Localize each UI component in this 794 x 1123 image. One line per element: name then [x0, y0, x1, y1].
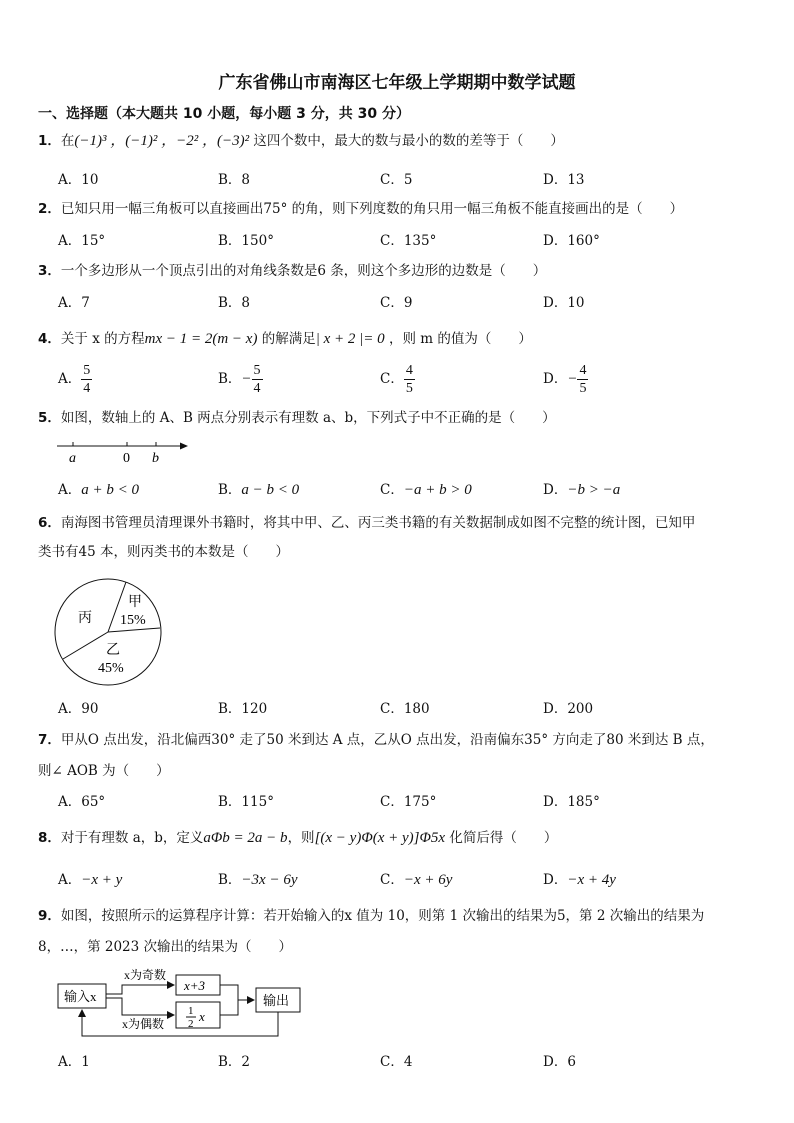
axis-arrow	[180, 443, 188, 450]
output-label: 输出	[263, 993, 290, 1008]
option-d: D．160°	[543, 233, 600, 249]
option-label: B．	[218, 872, 242, 888]
arrow-loop-back	[82, 1010, 278, 1036]
option-d: D．200	[543, 701, 594, 717]
option-a: A．7	[58, 295, 90, 311]
option-c: C．175°	[380, 794, 437, 810]
option-label: B．	[218, 482, 242, 498]
option-c: C．4	[380, 1054, 413, 1070]
option-label: B．	[218, 371, 242, 387]
half-box	[176, 1002, 220, 1028]
denominator: 5	[579, 381, 587, 396]
option-label: A．	[58, 371, 82, 387]
option-d: D．13	[543, 172, 585, 188]
half-variable: x	[199, 1009, 205, 1024]
option-expression: −b > −a	[567, 482, 621, 498]
question-text: ，则	[287, 830, 315, 846]
option-label: D．	[543, 371, 568, 387]
option-b	[218, 480, 299, 500]
label-b: b	[152, 451, 159, 466]
pie-divider-3	[63, 632, 108, 659]
question-5	[38, 408, 556, 428]
math-expression: mx − 1 = 2(m − x)	[144, 331, 258, 347]
option-d	[543, 870, 616, 890]
option-c: C．135°	[380, 233, 437, 249]
option-expression: −x + 4y	[567, 872, 616, 888]
option-d: D．10	[543, 295, 585, 311]
fraction	[404, 362, 415, 397]
option-c: C．9	[380, 295, 413, 311]
question-text: 对于有理数 a，b，定义	[60, 830, 204, 846]
option-c	[380, 362, 415, 397]
question-text: 的解满足	[261, 331, 316, 347]
even-label: x为偶数	[122, 1017, 165, 1031]
number-line	[55, 436, 195, 466]
option-d	[543, 480, 620, 500]
option-d: D．6	[543, 1054, 576, 1070]
question-4	[38, 329, 532, 349]
option-b	[218, 870, 297, 890]
fraction	[252, 362, 263, 397]
option-label: A．	[58, 872, 82, 888]
slice-label-yi: 乙	[106, 643, 120, 658]
option-b: B．8	[218, 295, 251, 311]
option-sign: −	[567, 371, 578, 387]
question-text: 这四个数中，最大的数与最小的数的差等于（ ）	[253, 133, 564, 149]
option-c	[380, 480, 472, 500]
question-3	[38, 261, 546, 281]
option-label: A．	[58, 482, 82, 498]
question-text: ，则 m 的值为（ ）	[388, 331, 532, 347]
question-number: 6．	[38, 515, 61, 531]
question-7-line-2: 则∠ AOB 为（ ）	[38, 763, 170, 779]
slice-label-jia: 甲	[128, 595, 142, 610]
question-text: 关于 x 的方程	[60, 331, 145, 347]
question-8	[38, 828, 557, 848]
option-a: A．1	[58, 1054, 90, 1070]
label-a: a	[69, 451, 76, 466]
option-expression: a + b < 0	[81, 482, 139, 498]
question-text: 化简后得（ ）	[449, 830, 558, 846]
option-label: C．	[380, 482, 404, 498]
option-a: A．15°	[58, 233, 106, 249]
question-9	[38, 906, 704, 926]
option-label: C．	[380, 872, 404, 888]
page-title: 广东省佛山市南海区七年级上学期期中数学试题	[218, 73, 576, 93]
question-9-line-2: 8，…，第 2023 次输出的结果为（ ）	[38, 939, 293, 955]
fraction	[81, 362, 92, 397]
denominator: 4	[253, 381, 261, 396]
option-expression: −x + y	[81, 872, 123, 888]
half-numerator: 1	[188, 1005, 194, 1017]
odd-label: x为奇数	[124, 968, 167, 982]
arrow-plus3-out	[220, 985, 254, 1000]
option-c: C．5	[380, 172, 413, 188]
question-number: 7．	[38, 732, 61, 748]
question-6	[38, 513, 695, 533]
question-number: 2．	[38, 201, 61, 217]
question-number: 3．	[38, 263, 61, 279]
arrow-half-out	[220, 1000, 238, 1015]
slice-pct-jia: 15%	[120, 613, 146, 628]
option-label: D．	[543, 482, 568, 498]
numerator: 4	[579, 363, 587, 378]
option-a: A．65°	[58, 794, 106, 810]
option-expression: −x + 6y	[403, 872, 453, 888]
question-number: 1．	[38, 133, 61, 149]
plus3-label: x+3	[184, 978, 206, 993]
math-expression: (−1)³ ，(−1)² ，−2² ，(−3)²	[74, 133, 250, 149]
option-a: A．90	[58, 701, 99, 717]
section-heading: 一、选择题（本大题共 10 小题，每小题 3 分，共 30 分）	[38, 106, 410, 122]
option-a	[58, 870, 122, 890]
question-number: 4．	[38, 331, 61, 347]
question-6-line-2: 类书有45 本，则丙类书的本数是（ ）	[38, 544, 289, 560]
label-zero: 0	[123, 451, 130, 466]
question-number: 8．	[38, 830, 61, 846]
question-number: 9．	[38, 908, 61, 924]
option-a	[58, 362, 92, 397]
question-text: 甲从O 点出发，沿北偏西30° 走了50 米到达 A 点，乙从O 点出发，沿南偏东35° 方向走了80 米到达 B 点，	[60, 732, 714, 748]
option-b: B．115°	[218, 794, 274, 810]
question-text: 已知只用一幅三角板可以直接画出75° 的角，则下列度数的角只用一幅三角板不能直接画出的是（ ）	[60, 201, 684, 217]
option-d	[543, 362, 588, 397]
math-expression: [(x − y)Φ(x + y)]Φ5x	[314, 830, 446, 846]
slice-label-bing: 丙	[78, 611, 92, 626]
question-number: 5．	[38, 410, 61, 426]
question-text: 如图，数轴上的 A、B 两点分别表示有理数 a、b，下列式子中不正确的是（ ）	[60, 410, 556, 426]
math-expression: aΦb = 2a − b	[203, 830, 288, 846]
option-label: C．	[380, 371, 404, 387]
denominator: 4	[83, 381, 91, 396]
flowchart	[52, 964, 312, 1044]
question-text: 如图，按照所示的运算程序计算：若开始输入的x 值为 10，则第 1 次输出的结果为5，第 2 次输出的结果为	[60, 908, 705, 924]
option-b: B．2	[218, 1054, 251, 1070]
question-2	[38, 199, 683, 219]
option-a: A．10	[58, 172, 99, 188]
slice-pct-yi: 45%	[98, 661, 124, 676]
option-expression: a − b < 0	[241, 482, 300, 498]
arrow-odd	[106, 985, 174, 994]
pie-chart	[52, 576, 164, 688]
option-expression: −3x − 6y	[241, 872, 298, 888]
fraction	[577, 362, 588, 397]
question-7	[38, 730, 714, 750]
numerator: 5	[83, 363, 91, 378]
question-text: 南海图书管理员清理课外书籍时，将其中甲、乙、丙三类书籍的有关数据制成如图不完整的统计图，已知甲	[60, 515, 696, 531]
question-text: 一个多边形从一个顶点引出的对角线条数是6 条，则这个多边形的边数是（ ）	[60, 263, 547, 279]
option-sign: −	[241, 371, 252, 387]
option-label: D．	[543, 872, 568, 888]
option-expression: −a + b > 0	[403, 482, 472, 498]
numerator: 4	[405, 363, 413, 378]
option-d: D．185°	[543, 794, 600, 810]
option-b: B．150°	[218, 233, 274, 249]
question-1	[38, 131, 564, 151]
math-expression: | x + 2 |= 0	[315, 331, 385, 347]
numerator: 5	[253, 363, 261, 378]
arrow-even	[106, 998, 174, 1015]
half-denominator: 2	[188, 1018, 194, 1030]
option-b	[218, 362, 263, 397]
option-a	[58, 480, 139, 500]
question-text: 在	[60, 133, 75, 149]
option-b: B．8	[218, 172, 251, 188]
option-c	[380, 870, 452, 890]
option-b: B．120	[218, 701, 268, 717]
pie-divider-2	[108, 628, 160, 632]
option-c: C．180	[380, 701, 430, 717]
denominator: 5	[405, 381, 413, 396]
input-label: 输入x	[64, 989, 97, 1004]
